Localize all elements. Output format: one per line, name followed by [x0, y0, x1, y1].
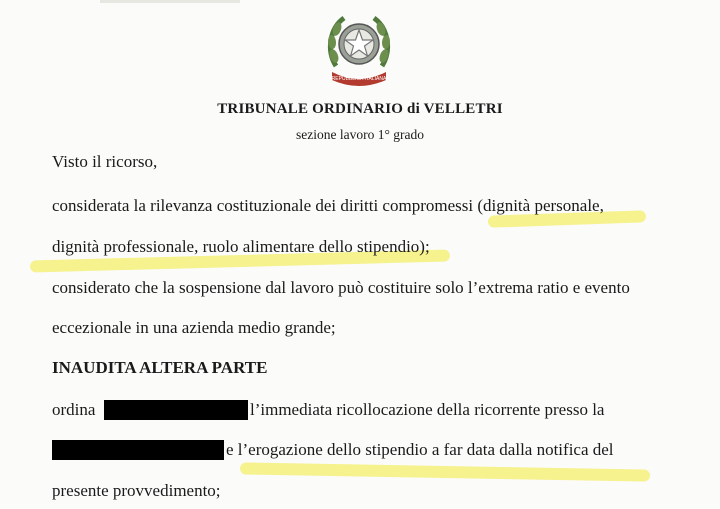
section-heading: INAUDITA ALTERA PARTE — [52, 358, 268, 377]
paragraph-line: eccezionale in una azienda medio grande; — [52, 318, 336, 337]
redaction-block — [104, 400, 248, 420]
paragraph-line: Visto il ricorso, — [52, 152, 158, 171]
scan-mark — [100, 0, 240, 3]
paragraph-line: considerata la rilevanza costituzionale dei diritti compromessi (dignità personale, — [52, 196, 604, 215]
paragraph-line: dignità professionale, ruolo alimentare dello stipendio); — [52, 237, 430, 256]
emblem-banner-text: REPUBBLICA ITALIANA — [331, 76, 387, 82]
italian-republic-emblem-icon — [322, 6, 396, 88]
court-name: TRIBUNALE ORDINARIO di VELLETRI — [217, 101, 503, 117]
redaction-block — [52, 440, 224, 460]
court-section: sezione lavoro 1° grado — [296, 127, 424, 142]
paragraph-line-end: l’immediata ricollocazione della ricorrente presso la — [250, 400, 605, 419]
paragraph-line-end: e l’erogazione dello stipendio a far data dalla notifica del — [226, 440, 614, 459]
paragraph-line: presente provvedimento; — [52, 481, 221, 500]
paragraph-line: considerato che la sospensione dal lavoro può costituire solo l’extrema ratio e evento — [52, 278, 630, 297]
paragraph-line-start: ordina — [52, 400, 96, 419]
highlight-mark — [240, 462, 650, 481]
